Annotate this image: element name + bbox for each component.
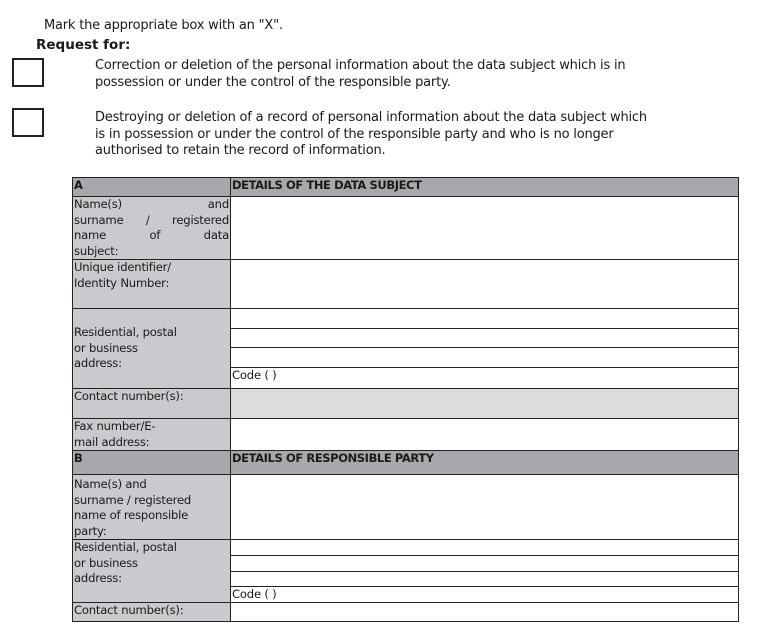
label-line: Name(s) and <box>74 197 229 211</box>
responsible-party-name-label <box>73 475 231 540</box>
label-line: name of responsible <box>74 508 189 522</box>
data-subject-name-label <box>73 197 231 260</box>
checkbox-destroying[interactable] <box>12 108 44 137</box>
label-line: Name(s) and <box>74 477 147 491</box>
option-line: authorised to retain the record of information. <box>95 143 386 158</box>
address-line-1[interactable] <box>231 540 738 556</box>
option-correction-text <box>95 58 715 91</box>
label-line: Fax number/E- <box>74 419 156 433</box>
responsible-party-address-field[interactable] <box>231 540 739 603</box>
address-code[interactable]: Code ( ) <box>232 368 277 382</box>
instruction-text: Mark the appropriate box with an "X". <box>44 18 283 33</box>
label-line: or business <box>74 340 138 355</box>
data-subject-address-label <box>73 309 231 389</box>
data-subject-name-field[interactable] <box>231 197 739 260</box>
data-subject-fax-label <box>73 419 231 451</box>
data-subject-contact-field[interactable] <box>231 389 739 419</box>
responsible-party-name-field[interactable] <box>231 475 739 540</box>
data-subject-id-field[interactable] <box>231 260 739 309</box>
label-line: subject: <box>74 243 119 258</box>
checkbox-correction[interactable] <box>12 58 44 87</box>
responsible-party-address-label <box>73 540 231 603</box>
label-line: address: <box>74 571 122 585</box>
section-a-title: DETAILS OF THE DATA SUBJECT <box>231 178 739 197</box>
label-line: Identity Number: <box>74 275 170 290</box>
label-line: Residential, postal <box>74 540 177 554</box>
label-line: party: <box>74 523 107 538</box>
address-line-1[interactable] <box>231 309 738 329</box>
address-line-3[interactable] <box>231 348 738 368</box>
label-line: or business <box>74 555 138 570</box>
section-b-title: DETAILS OF RESPONSIBLE PARTY <box>231 451 739 475</box>
label-line: name of data <box>74 228 229 242</box>
label-line: surname / registered <box>74 492 192 507</box>
label-line: Residential, postal <box>74 325 177 339</box>
option-destroying-text <box>95 110 715 160</box>
label-line: Unique identifier/ <box>74 260 171 274</box>
responsible-party-contact-label: Contact number(s): <box>73 603 231 622</box>
details-table <box>72 177 739 622</box>
address-line-3[interactable] <box>231 572 738 587</box>
label-line: address: <box>74 356 122 370</box>
option-line: possession or under the control of the responsible party. <box>95 74 451 90</box>
address-line-2[interactable] <box>231 329 738 348</box>
request-heading: Request for: <box>36 37 131 53</box>
data-subject-id-label <box>73 260 231 309</box>
responsible-party-contact-field[interactable] <box>231 603 739 622</box>
section-a-letter: A <box>73 178 231 197</box>
address-code[interactable]: Code ( ) <box>232 587 277 601</box>
data-subject-address-field[interactable] <box>231 309 739 389</box>
option-line: Correction or deletion of the personal information about the data subject which is in <box>95 58 626 73</box>
option-line: is in possession or under the control of the responsible party and who is no longer <box>95 126 614 142</box>
data-subject-contact-label: Contact number(s): <box>73 389 231 419</box>
label-line: surname / registered <box>74 212 229 227</box>
section-b-letter: B <box>73 451 231 475</box>
option-line: Destroying or deletion of a record of personal information about the data subject which <box>95 110 647 125</box>
label-line: mail address: <box>74 434 150 449</box>
data-subject-fax-field[interactable] <box>231 419 739 451</box>
address-line-2[interactable] <box>231 556 738 572</box>
